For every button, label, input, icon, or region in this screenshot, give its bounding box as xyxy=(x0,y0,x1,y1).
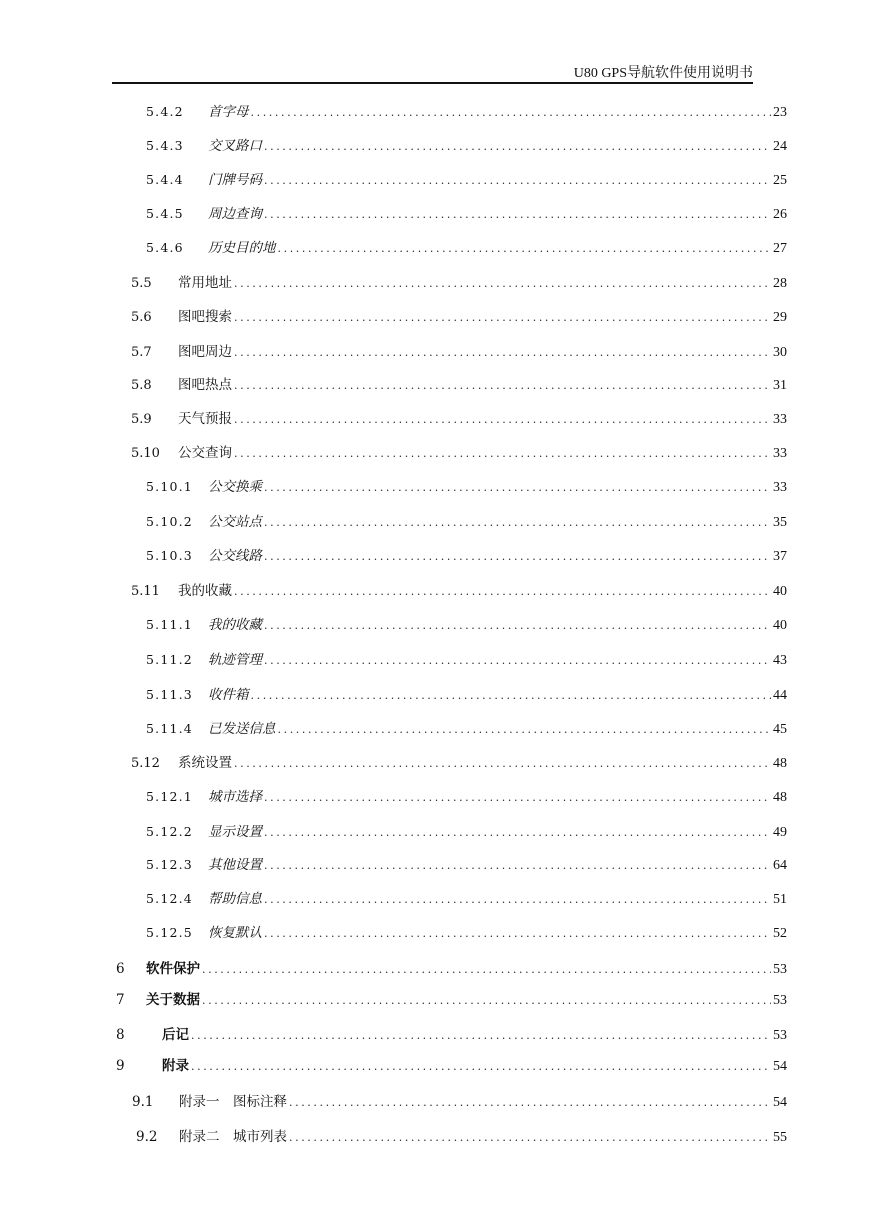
toc-entry-number: 5.12 xyxy=(131,756,160,771)
toc-dot-leader xyxy=(251,689,772,702)
toc-entry-page: 54 xyxy=(773,1095,787,1110)
toc-entry-title: 交叉路口 xyxy=(208,138,262,154)
toc-entry-page: 64 xyxy=(773,858,787,873)
toc-entry[interactable] xyxy=(146,544,787,564)
toc-entry[interactable] xyxy=(131,579,787,599)
toc-entry-title: 首字母 xyxy=(208,104,249,120)
toc-entry-page: 31 xyxy=(773,378,787,393)
toc-entry-title: 门牌号码 xyxy=(208,172,262,188)
toc-entry[interactable] xyxy=(146,717,787,737)
toc-dot-leader xyxy=(234,311,771,324)
toc-entry-page: 37 xyxy=(773,549,787,564)
toc-dot-leader xyxy=(234,447,771,460)
toc-entry-title: 收件箱 xyxy=(208,687,249,703)
toc-entry[interactable] xyxy=(131,751,787,771)
toc-dot-leader xyxy=(234,277,771,290)
toc-entry[interactable] xyxy=(136,1125,787,1145)
toc-dot-leader xyxy=(289,1096,771,1109)
toc-entry-title: 后记 xyxy=(162,1027,189,1043)
toc-dot-leader xyxy=(202,994,771,1007)
toc-dot-leader xyxy=(278,242,772,255)
toc-entry-page: 33 xyxy=(773,480,787,495)
toc-entry-number: 5.11 xyxy=(131,584,160,599)
toc-entry[interactable] xyxy=(146,168,787,188)
toc-entry[interactable] xyxy=(131,340,787,360)
toc-entry-number: 5.4.4 xyxy=(146,172,184,187)
toc-entry-number: 9.2 xyxy=(136,1129,158,1145)
toc-entry-title: 公交换乘 xyxy=(208,479,262,495)
toc-entry-number: 5.11.4 xyxy=(146,721,193,736)
toc-entry-page: 33 xyxy=(773,446,787,461)
toc-entry-number: 5.12.5 xyxy=(146,925,193,940)
toc-entry[interactable] xyxy=(131,441,787,461)
toc-dot-leader xyxy=(264,550,771,563)
toc-entry-number: 5.12.1 xyxy=(146,789,193,804)
toc-entry[interactable] xyxy=(146,785,787,805)
toc-entry-title: 附录二 城市列表 xyxy=(179,1129,287,1145)
toc-entry[interactable] xyxy=(146,921,787,941)
toc-entry[interactable] xyxy=(116,1054,787,1074)
toc-entry-title: 附录 xyxy=(162,1058,189,1074)
toc-dot-leader xyxy=(264,481,771,494)
toc-entry[interactable] xyxy=(146,134,787,154)
toc-entry-page: 43 xyxy=(773,653,787,668)
toc-entry-number: 5.4.2 xyxy=(146,104,184,119)
document-header-title: U80 GPS导航软件使用说明书 xyxy=(573,66,753,81)
toc-entry-number: 5.7 xyxy=(131,345,152,360)
toc-entry-page: 23 xyxy=(773,105,787,120)
toc-entry[interactable] xyxy=(146,683,787,703)
toc-dot-leader xyxy=(264,654,771,667)
toc-entry[interactable] xyxy=(131,373,787,393)
toc-entry-page: 33 xyxy=(773,412,787,427)
toc-entry-title: 图吧周边 xyxy=(178,344,232,360)
toc-dot-leader xyxy=(191,1029,771,1042)
toc-entry-title: 图吧热点 xyxy=(178,377,232,393)
toc-entry-title: 公交线路 xyxy=(208,548,262,564)
toc-dot-leader xyxy=(264,619,771,632)
toc-entry-number: 5.8 xyxy=(131,378,152,393)
toc-entry-number: 7 xyxy=(116,992,125,1008)
toc-dot-leader xyxy=(234,346,771,359)
toc-entry-title: 公交查询 xyxy=(178,445,232,461)
toc-entry-number: 5.10.1 xyxy=(146,479,193,494)
toc-entry-number: 5.12.4 xyxy=(146,891,193,906)
toc-entry-number: 6 xyxy=(116,961,125,977)
toc-entry-title: 周边查询 xyxy=(208,206,262,222)
toc-dot-leader xyxy=(264,826,771,839)
toc-dot-leader xyxy=(264,174,771,187)
toc-dot-leader xyxy=(234,585,771,598)
toc-entry-page: 54 xyxy=(773,1059,787,1074)
toc-entry-number: 8 xyxy=(116,1027,125,1043)
toc-dot-leader xyxy=(202,963,771,976)
toc-entry-page: 29 xyxy=(773,310,787,325)
toc-entry-page: 53 xyxy=(773,993,787,1008)
toc-entry-number: 5.10.3 xyxy=(146,548,193,563)
toc-entry-title: 公交站点 xyxy=(208,514,262,530)
toc-entry-title: 显示设置 xyxy=(208,824,262,840)
toc-entry[interactable] xyxy=(146,100,787,120)
toc-entry[interactable] xyxy=(146,475,787,495)
toc-entry-page: 30 xyxy=(773,345,787,360)
toc-entry[interactable] xyxy=(116,1023,787,1043)
toc-entry[interactable] xyxy=(131,305,787,325)
toc-entry-page: 45 xyxy=(773,722,787,737)
toc-entry-number: 5.12.3 xyxy=(146,857,193,872)
toc-entry-number: 5.11.3 xyxy=(146,687,193,702)
toc-entry-title: 历史目的地 xyxy=(208,240,276,256)
toc-entry-page: 35 xyxy=(773,515,787,530)
header-divider xyxy=(112,82,753,84)
toc-entry[interactable] xyxy=(146,853,787,873)
toc-entry-title: 我的收藏 xyxy=(208,617,262,633)
toc-entry-number: 9.1 xyxy=(132,1094,154,1110)
toc-dot-leader xyxy=(234,379,771,392)
toc-entry-page: 40 xyxy=(773,584,787,599)
toc-entry[interactable] xyxy=(132,1090,787,1110)
toc-dot-leader xyxy=(264,893,771,906)
toc-entry[interactable] xyxy=(146,648,787,668)
toc-dot-leader xyxy=(264,927,771,940)
toc-dot-leader xyxy=(191,1060,771,1073)
toc-entry-number: 5.4.3 xyxy=(146,138,184,153)
toc-entry-title: 城市选择 xyxy=(208,789,262,805)
toc-entry[interactable] xyxy=(131,407,787,427)
toc-entry-title: 软件保护 xyxy=(146,961,200,977)
toc-entry-title: 其他设置 xyxy=(208,857,262,873)
toc-entry-title: 我的收藏 xyxy=(178,583,232,599)
toc-entry-number: 5.11.2 xyxy=(146,652,193,667)
toc-entry-number: 5.5 xyxy=(131,276,152,291)
toc-entry[interactable] xyxy=(146,236,787,256)
toc-entry-title: 已发送信息 xyxy=(208,721,276,737)
toc-entry[interactable] xyxy=(146,510,787,530)
toc-dot-leader xyxy=(264,516,771,529)
toc-dot-leader xyxy=(264,859,771,872)
toc-dot-leader xyxy=(234,757,771,770)
toc-entry-number: 5.6 xyxy=(131,310,152,325)
toc-entry-page: 48 xyxy=(773,756,787,771)
toc-entry-page: 55 xyxy=(773,1130,787,1145)
toc-dot-leader xyxy=(289,1131,771,1144)
toc-entry-page: 53 xyxy=(773,1028,787,1043)
toc-entry[interactable] xyxy=(146,202,787,222)
toc-entry-page: 28 xyxy=(773,276,787,291)
toc-entry-page: 44 xyxy=(773,688,787,703)
toc-entry-page: 52 xyxy=(773,926,787,941)
toc-entry-title: 恢复默认 xyxy=(208,925,262,941)
toc-entry[interactable] xyxy=(116,988,787,1008)
toc-entry-number: 5.4.6 xyxy=(146,240,184,255)
toc-dot-leader xyxy=(264,208,771,221)
toc-entry[interactable] xyxy=(146,613,787,633)
toc-dot-leader xyxy=(278,723,772,736)
toc-entry-title: 帮助信息 xyxy=(208,891,262,907)
toc-dot-leader xyxy=(251,106,772,119)
toc-entry-title: 图吧搜索 xyxy=(178,309,232,325)
toc-entry-title: 天气预报 xyxy=(178,411,232,427)
toc-dot-leader xyxy=(264,791,771,804)
toc-entry-page: 25 xyxy=(773,173,787,188)
toc-entry-number: 5.4.5 xyxy=(146,206,184,221)
toc-entry-page: 40 xyxy=(773,618,787,633)
toc-entry-page: 24 xyxy=(773,139,787,154)
toc-entry-number: 5.11.1 xyxy=(146,617,193,632)
toc-entry-title: 系统设置 xyxy=(178,755,232,771)
toc-entry-page: 48 xyxy=(773,790,787,805)
toc-entry-page: 53 xyxy=(773,962,787,977)
toc-entry-title: 常用地址 xyxy=(178,275,232,291)
toc-entry-number: 5.10 xyxy=(131,446,160,461)
toc-entry-page: 26 xyxy=(773,207,787,222)
toc-entry[interactable] xyxy=(146,887,787,907)
toc-entry-page: 51 xyxy=(773,892,787,907)
toc-entry-number: 9 xyxy=(116,1058,125,1074)
toc-dot-leader xyxy=(234,413,771,426)
toc-entry[interactable] xyxy=(146,820,787,840)
toc-entry[interactable] xyxy=(116,957,787,977)
toc-entry-number: 5.12.2 xyxy=(146,824,193,839)
toc-entry-title: 附录一 图标注释 xyxy=(179,1094,287,1110)
toc-entry-title: 关于数据 xyxy=(146,992,200,1008)
toc-entry-number: 5.10.2 xyxy=(146,514,193,529)
toc-entry-number: 5.9 xyxy=(131,412,152,427)
toc-entry-page: 49 xyxy=(773,825,787,840)
toc-entry[interactable] xyxy=(131,271,787,291)
toc-entry-title: 轨迹管理 xyxy=(208,652,262,668)
toc-entry-page: 27 xyxy=(773,241,787,256)
toc-dot-leader xyxy=(264,140,771,153)
